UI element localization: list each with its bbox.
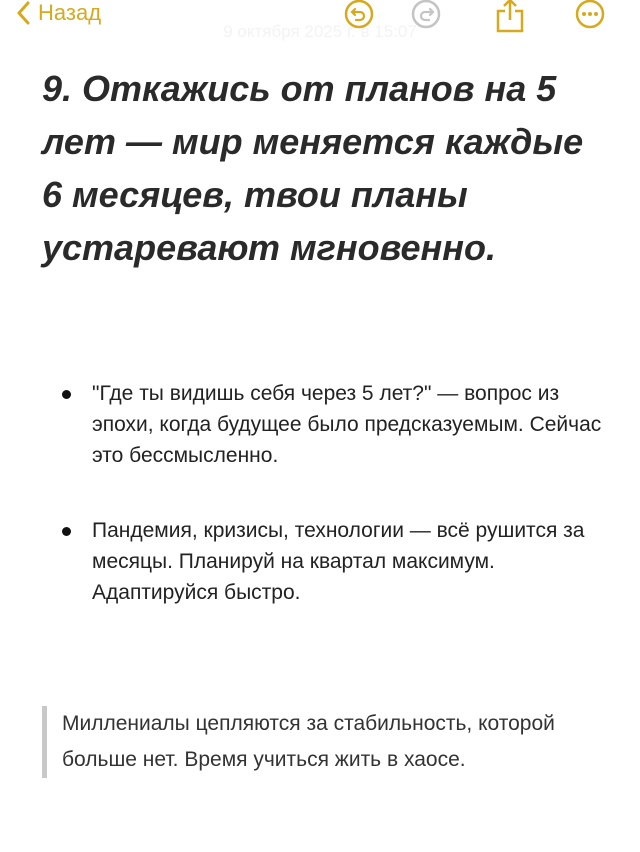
more-icon[interactable] <box>574 0 606 32</box>
toolbar <box>0 0 640 40</box>
block-quote: Миллениалы цепляются за стабильность, которой больше нет. Время учиться жить в хаосе. <box>42 706 602 778</box>
back-label: Назад <box>38 0 102 25</box>
undo-icon[interactable] <box>343 0 375 32</box>
redo-icon[interactable] <box>410 0 442 32</box>
bullet-list <box>62 378 602 652</box>
share-icon[interactable] <box>494 0 526 34</box>
list-item: "Где ты видишь себя через 5 лет?" — вопрос из эпохи, когда будущее было предсказуемым. Сейчас это бессмысленно. <box>62 378 602 471</box>
list-item: Пандемия, кризисы, технологии — всё рушится за месяцы. Планируй на квартал максимум. Адаптируйся быстро. <box>62 515 602 608</box>
note-date: 9 октября 2025 г. в 15:07 <box>223 22 417 41</box>
note-heading: 9. Откажись от планов на 5 лет — мир меняется каждые 6 месяцев, твои планы устаревают мгновенно. <box>42 68 584 268</box>
